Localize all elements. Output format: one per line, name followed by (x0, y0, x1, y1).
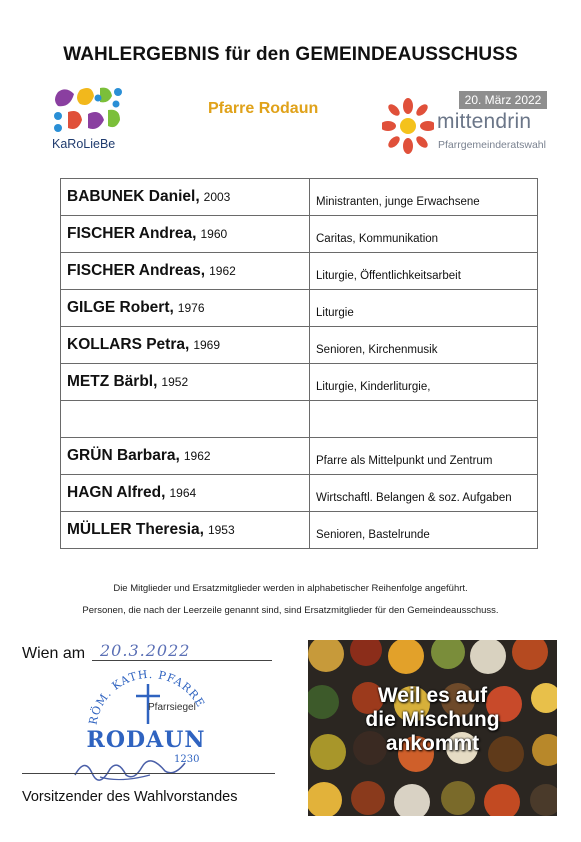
member-year: 1952 (161, 375, 189, 389)
table-row (61, 179, 538, 216)
member-name: KOLLARS Petra, (67, 336, 190, 353)
table-row (61, 253, 538, 290)
member-year: 1962 (209, 264, 236, 278)
document-title: WAHLERGEBNIS für den GEMEINDEAUSSCHUSS (63, 44, 518, 65)
mittendrin-logo-text: mittendrin (437, 110, 532, 133)
member-area: Liturgie, Kinderliturgie, (316, 381, 431, 393)
table-row (61, 327, 538, 364)
member-year: 1976 (177, 301, 205, 315)
table-row (61, 438, 538, 475)
substitute-name: GRÜN Barbara, (67, 447, 180, 464)
member-name: BABUNEK Daniel, (67, 188, 200, 205)
member-area: Liturgie, Öffentlichkeitsarbeit (316, 270, 461, 282)
substitute-year: 1953 (207, 523, 235, 537)
handwritten-signature (70, 755, 190, 785)
table-row (61, 216, 538, 253)
member-year: 1960 (200, 227, 228, 241)
order-note: Die Mitglieder und Ersatzmitglieder werden in alphabetischer Reihenfolge angeführt. (113, 583, 468, 594)
substitute-area: Pfarre als Mittelpunkt und Zentrum (316, 455, 493, 467)
table-row (61, 512, 538, 549)
member-area: Senioren, Kirchenmusik (316, 344, 438, 356)
svg-text:RÖM. KATH. PFARRE: RÖM. KATH. PFARRE (86, 667, 208, 726)
member-name: METZ Bärbl, (67, 373, 158, 390)
parish-name: Pfarre Rodaun (208, 100, 319, 117)
svg-text:1230: 1230 (174, 754, 200, 765)
member-name: FISCHER Andreas, (67, 262, 206, 279)
caption-line: ankommt (385, 732, 480, 755)
substitute-name: MÜLLER Theresia, (67, 521, 204, 538)
karoliebe-logo (50, 86, 130, 156)
substitute-area: Senioren, Bastelrunde (316, 529, 430, 541)
signature-line (22, 773, 275, 774)
handwritten-date: 20.3.2022 (100, 641, 191, 660)
substitute-note: Personen, die nach der Leerzeile genannt sind, sind Ersatzmitglieder für den Gemeindeausschuss. (82, 605, 499, 616)
substitute-year: 1962 (183, 449, 211, 463)
image-caption (308, 684, 557, 756)
chair-label: Vorsitzender des Wahlvorstandes (22, 789, 238, 805)
table-row (61, 290, 538, 327)
results-table (60, 178, 538, 549)
member-name: GILGE Robert, (67, 299, 174, 316)
member-area: Liturgie (316, 307, 354, 319)
election-date-badge: 20. März 2022 (459, 91, 547, 109)
table-row (61, 475, 538, 512)
member-name: FISCHER Andrea, (67, 225, 197, 242)
seal-label: Pfarrsiegel (148, 702, 196, 713)
member-year: 2003 (203, 190, 231, 204)
mittendrin-flower-icon (382, 98, 434, 154)
substitute-area: Wirtschaftl. Belangen & soz. Aufgaben (316, 492, 512, 504)
mittendrin-subtitle: Pfarrgemeinderatswahl (438, 139, 546, 151)
table-row (61, 364, 538, 401)
member-year: 1969 (193, 338, 221, 352)
place-label: Wien am (22, 645, 86, 662)
empty-separator-row (61, 401, 538, 438)
karoliebe-logo-text: KaRoLieBe (52, 137, 116, 151)
svg-text:RODAUN: RODAUN (86, 727, 206, 753)
caption-line: die Mischung (365, 708, 500, 731)
substitute-year: 1964 (169, 486, 197, 500)
member-area: Ministranten, junge Erwachsene (316, 196, 480, 208)
substitute-name: HAGN Alfred, (67, 484, 166, 501)
member-area: Caritas, Kommunikation (316, 233, 439, 245)
date-line (92, 660, 272, 661)
spices-image (308, 640, 557, 816)
caption-line: Weil es auf (377, 684, 488, 707)
